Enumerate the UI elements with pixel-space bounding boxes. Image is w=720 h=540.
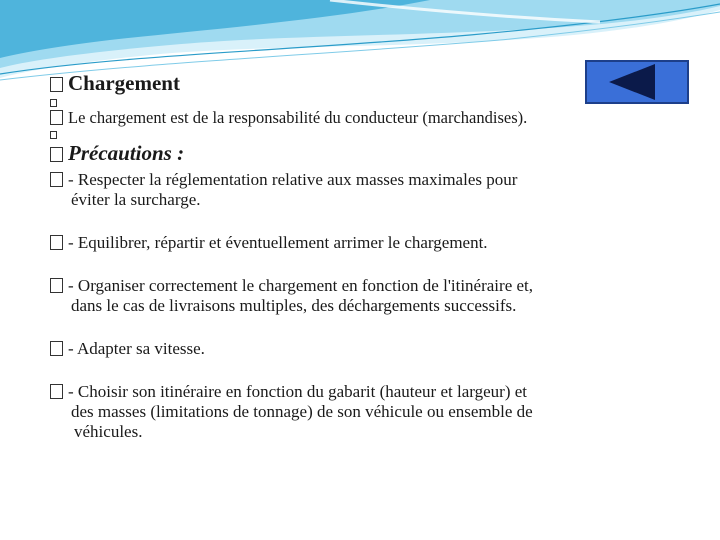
- slide-title-text: Chargement: [68, 71, 180, 95]
- missing-glyph-icon: [50, 110, 63, 125]
- missing-glyph-icon: [50, 235, 63, 250]
- missing-glyph-icon: [50, 384, 63, 399]
- intro-text-end: (marchandises).: [418, 108, 528, 127]
- missing-glyph-icon: [50, 147, 63, 162]
- intro-paragraph: [50, 108, 690, 128]
- missing-glyph-icon: [50, 131, 57, 139]
- empty-bullet-row: [50, 128, 690, 140]
- list-item: - Adapter sa vitesse.: [50, 339, 690, 359]
- slide-content: [50, 70, 690, 465]
- missing-glyph-icon: [50, 77, 63, 92]
- list-item: - Organiser correctement le chargement en fonction de l'itinéraire et, dans le cas de livraisons multiples, des déchargements successifs.: [50, 276, 690, 316]
- precautions-title: Précautions :: [68, 141, 185, 165]
- missing-glyph-icon: [50, 278, 63, 293]
- missing-glyph-icon: [50, 172, 63, 187]
- precautions-heading: [50, 140, 690, 166]
- slide-title: [50, 70, 690, 96]
- missing-glyph-icon: [50, 341, 63, 356]
- missing-glyph-icon: [50, 99, 57, 107]
- precautions-list: [50, 170, 690, 442]
- list-item: - Choisir son itinéraire en fonction du gabarit (hauteur et largeur) et des masses (limitations de tonnage) de son véhicule ou ensemble de véhicules.: [50, 382, 690, 442]
- intro-text: Le chargement est de la responsabilité du conducteur: [68, 108, 419, 127]
- list-item: - Respecter la réglementation relative aux masses maximales pour éviter la surcharge.: [50, 170, 690, 210]
- list-item: - Equilibrer, répartir et éventuellement arrimer le chargement.: [50, 233, 690, 253]
- empty-bullet-row: [50, 96, 690, 108]
